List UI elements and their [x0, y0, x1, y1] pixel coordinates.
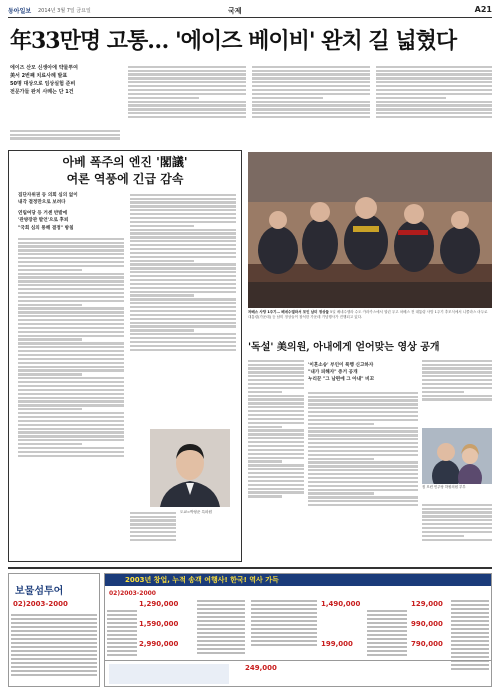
abe-article-title [8, 154, 242, 188]
abe-body-col-3 [130, 510, 176, 556]
main-headline: 年33만명 고통… '에이즈 베이비' 완치 길 넓혔다 [10, 28, 457, 54]
abe-subhead: 내각 결정만으로 보려다 [18, 200, 66, 206]
abe-subhead: "국회 심의 통해 결정" 방침 [18, 225, 74, 231]
ad2-phone: 02)2003-2000 [109, 590, 156, 597]
abe-photo-credit: 도쿄=박형준 특파원 [180, 510, 212, 514]
abe-subhead: 집단자위권 등 의회 심의 없이 [18, 193, 78, 198]
ad2-listing-2 [197, 600, 245, 656]
masthead-date: 2014년 3월 7일 금요일 [38, 8, 91, 14]
main-body-col-4 [376, 64, 492, 146]
moran-subhead: "내가 피해자" 증거 공개 [308, 370, 358, 375]
section-name: 국제 [228, 7, 242, 15]
ad1-listing [11, 614, 97, 678]
abe-body-col-2 [130, 192, 236, 426]
photo-caption-title: 차베스 사망 1주기… 베네수엘라서 모인 남미 정상들 [248, 310, 329, 314]
page-number: A21 [474, 5, 492, 14]
abe-title-line: 아베 폭주의 엔진 '閣議' [62, 155, 188, 169]
lead-line: 전문가들 완치 사례는 단 1건 [10, 89, 74, 95]
moran-body-col-4 [422, 502, 492, 562]
ad3-price-3: 199,000 [321, 640, 353, 648]
abe-portrait-photo [150, 429, 230, 507]
lead-line: 에이즈 산모 신생아에 약물투여 [10, 65, 79, 71]
moran-subhead: '이혼소송' 부인이 폭행 신고하자 [308, 363, 374, 368]
ad-banner-box [109, 664, 229, 684]
abe-title-line: 여론 역풍에 긴급 감속 [66, 172, 184, 186]
ad4-price-2: 990,000 [411, 620, 443, 628]
abe-article-subheads [18, 192, 128, 232]
moran-couple-photo [422, 428, 492, 484]
abe-subhead: 연립여당 등 거센 반발에 [18, 210, 68, 216]
moran-body-col-2 [308, 390, 418, 562]
main-body-col-1 [10, 128, 120, 146]
masthead-logo: 동아일보 [8, 8, 32, 15]
moran-body-col-1 [248, 358, 304, 562]
moran-body-col-3 [422, 358, 492, 424]
advertisement-area [8, 567, 492, 687]
chavez-photo-caption [248, 310, 492, 332]
ad4-price-1: 129,000 [411, 600, 443, 608]
lead-line: 50명 대상으로 임상실험 준비 [10, 81, 76, 87]
chavez-memorial-photo [248, 152, 492, 308]
ad4-price-3: 790,000 [411, 640, 443, 648]
moran-article-title: '독설' 美의원, 아내에게 얻어맞는 영상 공개 [248, 342, 440, 353]
ad3-price-2: 249,000 [245, 664, 277, 672]
photo-caption-body: 5일 베네수엘라 수도 카라카스에서 열린 우고 차베스 전 대통령 사망 1주기 추모식에서 니콜라스 마두로 대통령(가운데) 등 남미 정상들이 참석한 가운데 기념행사가 진행되고 있다. [248, 310, 488, 319]
ad-travel-main[interactable] [104, 573, 492, 687]
abe-body-col-1 [18, 236, 124, 556]
ad2-price-2: 1,590,000 [139, 620, 179, 628]
masthead [8, 4, 492, 18]
ad3-price-1: 1,490,000 [321, 600, 361, 608]
ad-travel-left[interactable] [8, 573, 100, 687]
ad4-listing [367, 610, 407, 658]
newspaper-page [8, 4, 492, 687]
moran-article-subheads [308, 362, 418, 383]
moran-photo-caption: 짐 모런 민주당 하원의원 부부 [422, 485, 466, 489]
ad2-listing [107, 610, 137, 658]
moran-subhead: 누리꾼 "그 남편에 그 아내" 비꼬 [308, 377, 375, 382]
ad2-headline: 2003년 창업, 누적 송객 여행사! 한국! 역사 가득 [125, 576, 279, 584]
ad1-phone: 02)2003-2000 [13, 600, 68, 608]
lead-line: 美서 2번째 치료사례 발표 [10, 73, 68, 79]
ad2-price-1: 1,290,000 [139, 600, 179, 608]
main-body-col-3 [252, 64, 370, 146]
ad2-price-3: 2,990,000 [139, 640, 179, 648]
abe-subhead: '관방장관 발언'으로 후퇴 [18, 218, 69, 224]
main-body-col-2 [128, 64, 246, 146]
ad3-listing [251, 600, 317, 648]
main-lead [10, 64, 120, 118]
ad1-brand: 보물섬투어 [15, 586, 64, 597]
